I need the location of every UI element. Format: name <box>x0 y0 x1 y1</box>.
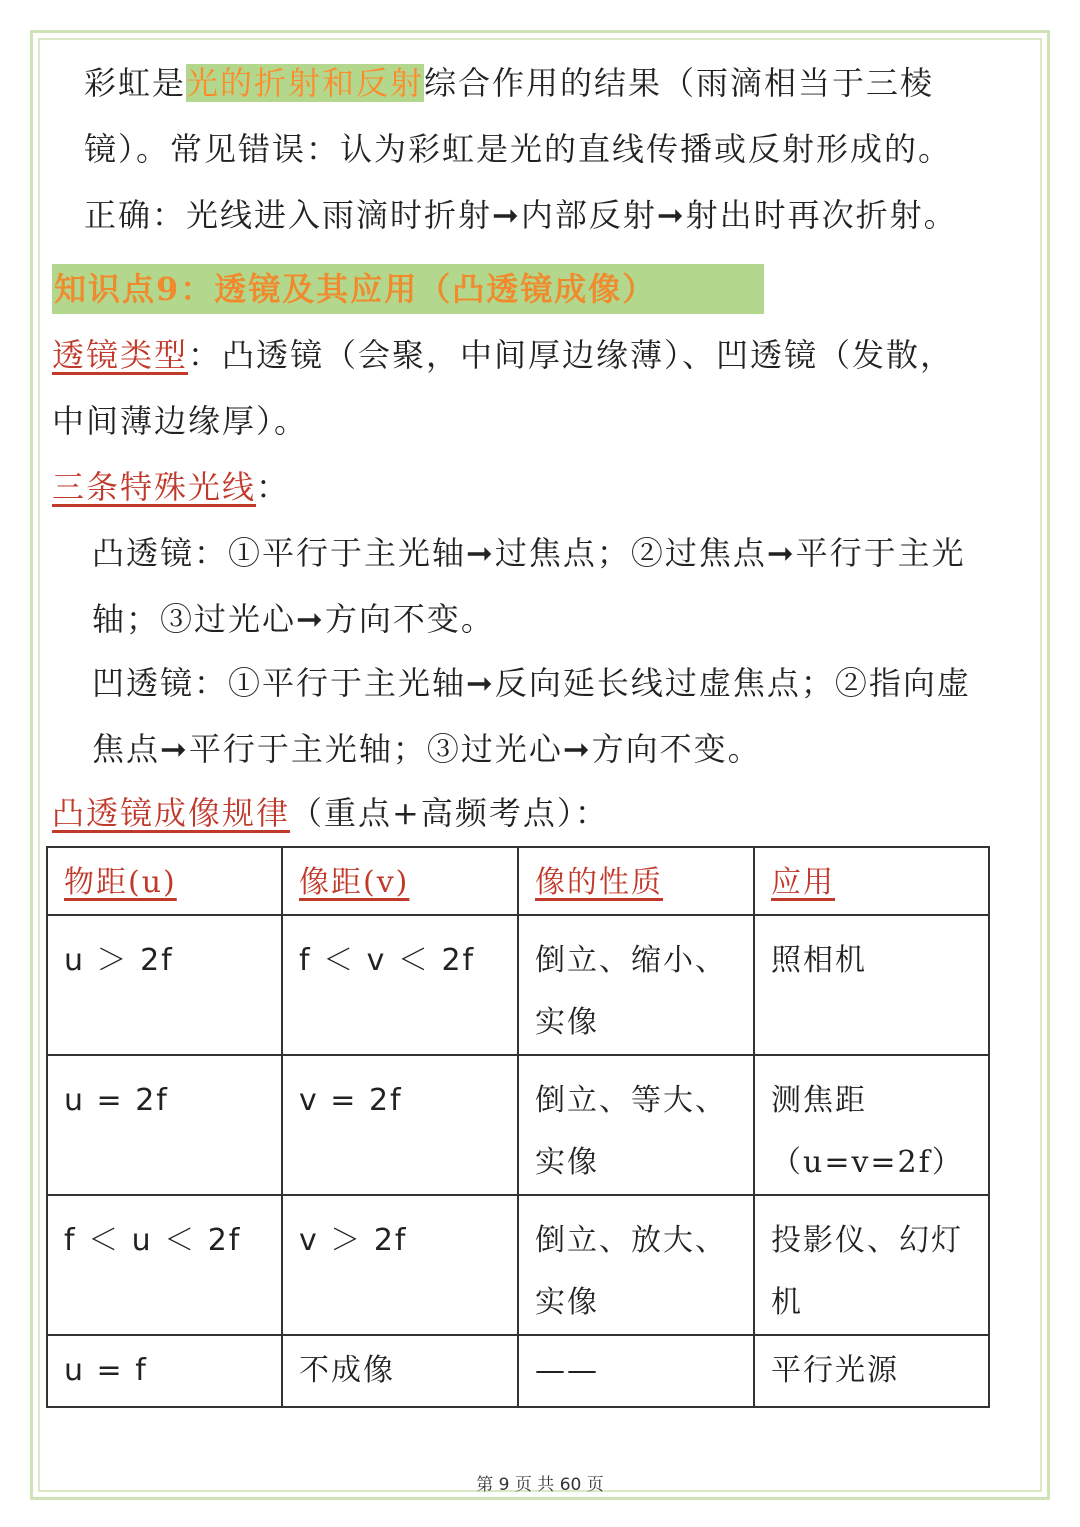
imaging-rules-label: 凸透镜成像规律 <box>52 794 291 832</box>
special-rays-label: 三条特殊光线 <box>52 468 257 506</box>
table-cell: u ＞ 2f <box>47 915 282 1055</box>
table-cell: 倒立、放大、实像 <box>518 1195 754 1335</box>
header-object-distance: 物距(u) <box>47 847 282 915</box>
table-cell: —— <box>518 1335 754 1407</box>
table-row <box>47 1195 989 1335</box>
table-cell: 平行光源 <box>754 1335 989 1407</box>
table-cell: v ＞ 2f <box>282 1195 518 1335</box>
table-cell: 倒立、等大、实像 <box>518 1055 754 1195</box>
intro-text-post: 综合作用的结果（雨滴相当于三棱 <box>424 64 935 102</box>
header-image-nature: 像的性质 <box>518 847 754 915</box>
imaging-rules-text: （重点+高频考点）： <box>290 794 609 832</box>
concave-rays-line-1: 凹透镜：①平行于主光轴➞反向延长线过虚焦点；②指向虚 <box>92 664 971 702</box>
intro-line-2: 镜）。常见错误：认为彩虹是光的直线传播或反射形成的。 <box>84 130 953 168</box>
table-cell: f ＜ v ＜ 2f <box>282 915 518 1055</box>
table-cell: u = 2f <box>47 1055 282 1195</box>
page-footer: 第 9 页 共 60 页 <box>476 1475 604 1495</box>
table-cell: 照相机 <box>754 915 989 1055</box>
lens-types-line-1 <box>52 332 954 378</box>
section-heading: 知识点9：透镜及其应用（凸透镜成像） <box>52 264 764 314</box>
lens-types-label: 透镜类型 <box>52 336 189 374</box>
special-rays-title <box>52 464 290 510</box>
intro-line-1 <box>84 60 934 106</box>
header-image-distance: 像距(v) <box>282 847 518 915</box>
intro-text: 彩虹是 <box>84 64 187 102</box>
imaging-rules-title <box>52 790 609 836</box>
table-cell: u = f <box>47 1335 282 1407</box>
concave-rays-line-2: 焦点➞平行于主光轴；③过光心➞方向不变。 <box>92 730 762 768</box>
lens-types-line-2: 中间薄边缘厚）。 <box>52 402 309 440</box>
table-cell: v = 2f <box>282 1055 518 1195</box>
convex-rays-line-1: 凸透镜：①平行于主光轴➞过焦点；②过焦点➞平行于主光 <box>92 534 966 572</box>
imaging-rules-table <box>46 846 990 1408</box>
table-header-row <box>47 847 989 915</box>
table-cell: 投影仪、幻灯机 <box>754 1195 989 1335</box>
table-row <box>47 1335 989 1407</box>
table-row <box>47 1055 989 1195</box>
special-rays-colon: ： <box>256 468 291 506</box>
table-row <box>47 915 989 1055</box>
lens-types-text: ：凸透镜（会聚，中间厚边缘薄）、凹透镜（发散， <box>188 336 955 374</box>
table-cell: 倒立、缩小、实像 <box>518 915 754 1055</box>
convex-rays-line-2: 轴；③过光心➞方向不变。 <box>92 600 495 638</box>
table-cell: 测焦距（u=v=2f） <box>754 1055 989 1195</box>
highlight-refraction-reflection: 光的折射和反射 <box>186 64 425 102</box>
header-application: 应用 <box>754 847 989 915</box>
intro-line-3: 正确：光线进入雨滴时折射➞内部反射➞射出时再次折射。 <box>84 196 958 234</box>
table-cell: 不成像 <box>282 1335 518 1407</box>
table-cell: f ＜ u ＜ 2f <box>47 1195 282 1335</box>
